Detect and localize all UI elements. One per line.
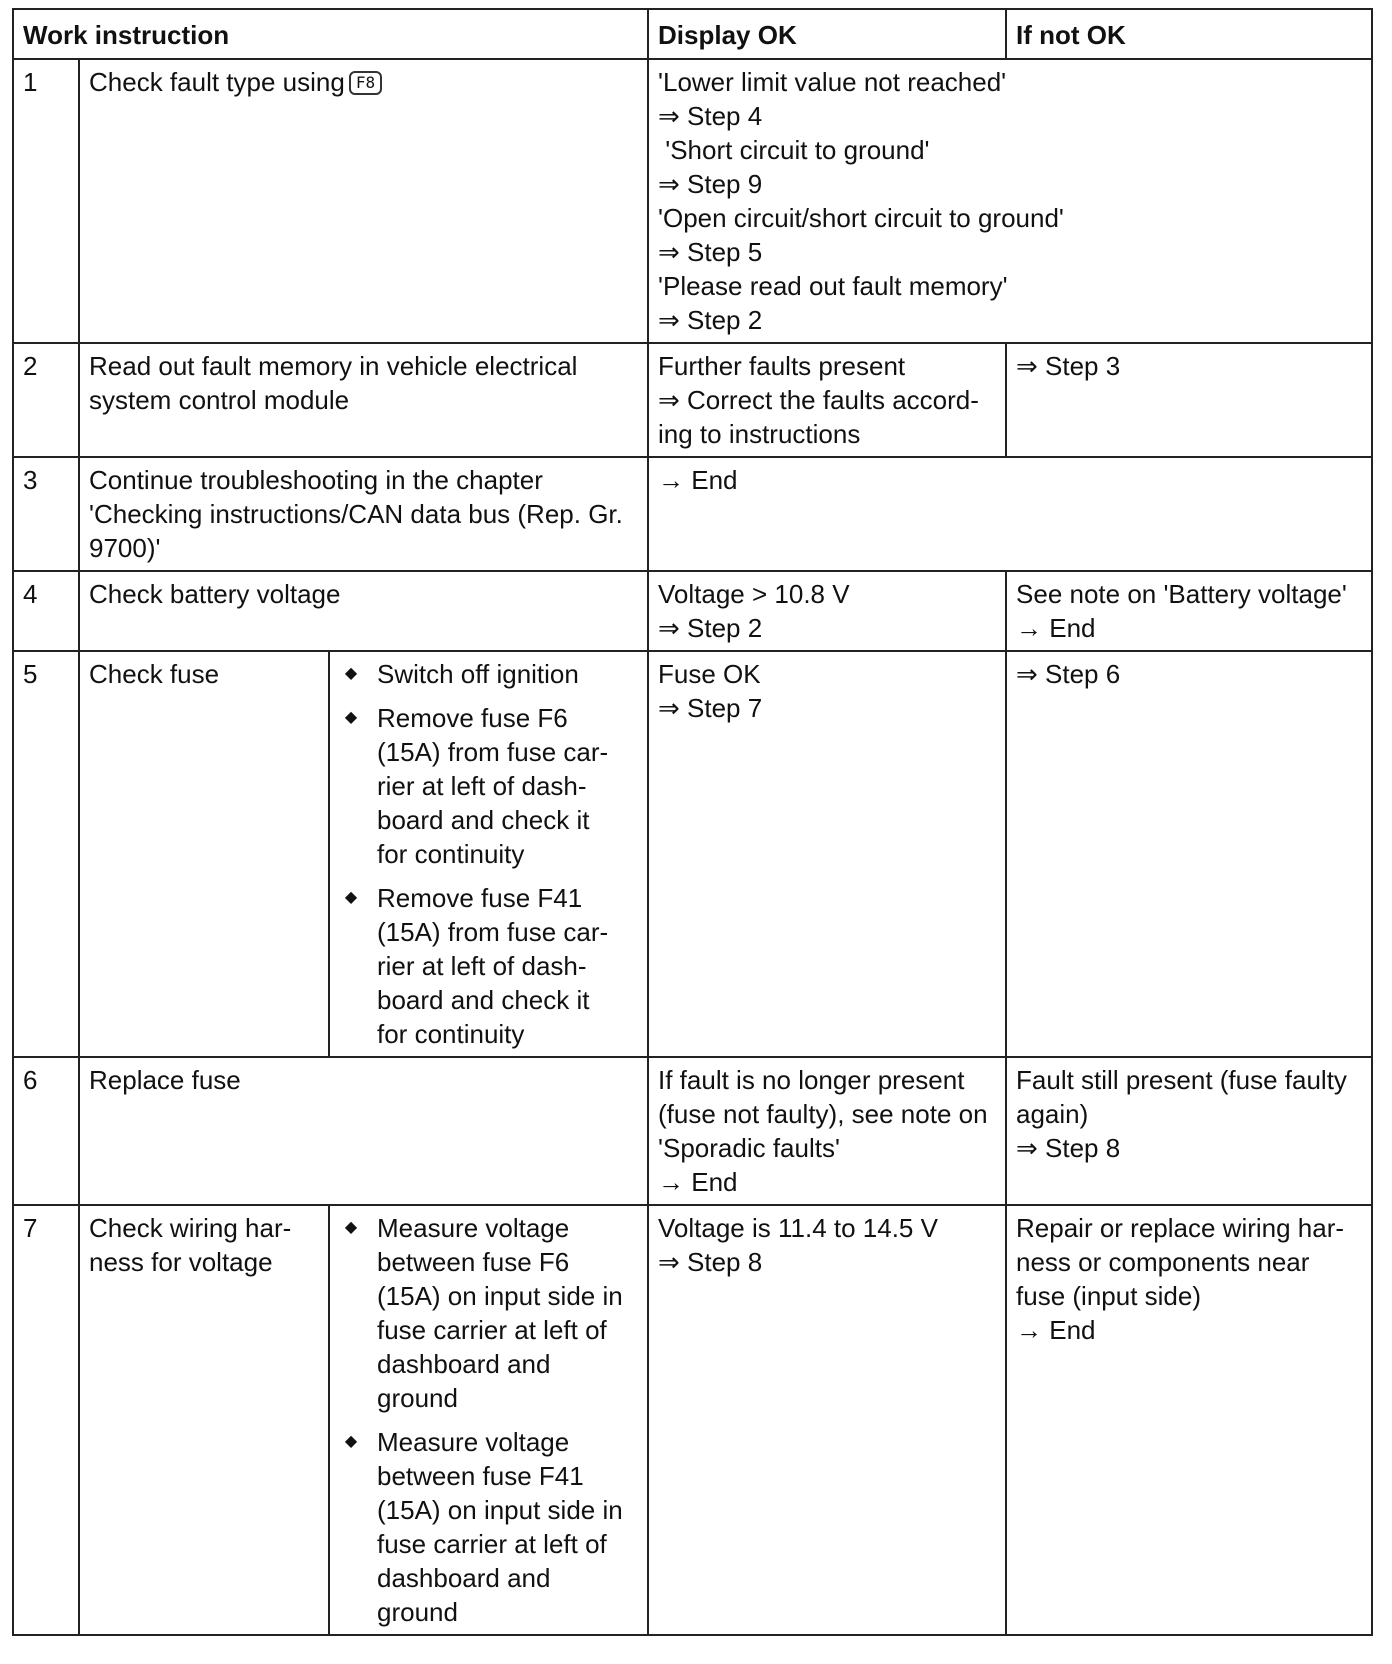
result-line: ⇒ Step 2 xyxy=(658,305,763,335)
header-if-not-ok: If not OK xyxy=(1006,9,1372,59)
result-line: ⇒ Correct the faults accord- xyxy=(658,385,979,415)
header-work-instruction: Work instruction xyxy=(13,9,648,59)
table-row-step-1 xyxy=(13,59,1372,343)
substep-text: Switch off ignition xyxy=(377,659,579,689)
result-line: ⇒ Step 5 xyxy=(658,237,763,267)
result-line: ⇒ Step 6 xyxy=(1016,659,1121,689)
result-line: 'Sporadic faults' xyxy=(658,1133,840,1163)
display-ok-cell xyxy=(648,59,1372,343)
step-number: 5 xyxy=(13,651,79,1057)
result-line: ⇒ Step 8 xyxy=(1016,1133,1121,1163)
display-ok-cell xyxy=(648,1205,1006,1635)
diamond-bullet-icon: ◆ xyxy=(344,889,358,906)
display-ok-cell xyxy=(648,651,1006,1057)
result-line: ness or components near xyxy=(1016,1247,1310,1277)
result-line: ⇒ Step 7 xyxy=(658,693,763,723)
instruction-text: Check wiring har- ness for voltage xyxy=(89,1213,292,1277)
display-ok-cell xyxy=(648,457,1372,571)
substep-text: Remove fuse F6 (15A) from fuse car- rier at left of dash- board and check it for continuity xyxy=(377,703,609,869)
diamond-bullet-icon: ◆ xyxy=(344,709,358,726)
display-ok-cell xyxy=(648,343,1006,457)
result-line: If fault is no longer present xyxy=(658,1065,965,1095)
if-not-ok-cell xyxy=(1006,571,1372,651)
table-row-step-3 xyxy=(13,457,1372,571)
table-row-step-7 xyxy=(13,1205,1372,1635)
result-line: Voltage > 10.8 V xyxy=(658,579,850,609)
table-row-step-6 xyxy=(13,1057,1372,1205)
substep-text: Remove fuse F41 (15A) from fuse car- rier at left of dash- board and check it for continuity xyxy=(377,883,609,1049)
result-line: ⇒ Step 4 xyxy=(658,101,763,131)
table-row-step-5 xyxy=(13,651,1372,1057)
result-line: (fuse not faulty), see note on xyxy=(658,1099,988,1129)
f8-key-icon: F8 xyxy=(349,71,382,95)
step-number: 1 xyxy=(13,59,79,343)
result-line: Further faults present xyxy=(658,351,906,381)
display-ok-cell xyxy=(648,1057,1006,1205)
step-number: 2 xyxy=(13,343,79,457)
substep-item xyxy=(339,701,639,871)
diamond-bullet-icon: ◆ xyxy=(344,1219,358,1236)
instruction-cell xyxy=(79,1205,329,1635)
instruction-cell: Replace fuse xyxy=(79,1057,648,1205)
substep-item xyxy=(339,1425,639,1629)
result-line: 'Open circuit/short circuit to ground' xyxy=(658,203,1064,233)
work-instruction-table xyxy=(12,8,1373,1636)
result-line: Repair or replace wiring har- xyxy=(1016,1213,1345,1243)
diamond-bullet-icon: ◆ xyxy=(344,665,358,682)
instruction-cell xyxy=(79,59,648,343)
header-row xyxy=(13,9,1372,59)
table-row-step-2 xyxy=(13,343,1372,457)
step-number: 7 xyxy=(13,1205,79,1635)
instruction-cell: Check battery voltage xyxy=(79,571,648,651)
result-line: again) xyxy=(1016,1099,1089,1129)
substeps-cell xyxy=(329,651,648,1057)
result-line: → End xyxy=(1016,613,1096,643)
substep-text: Measure voltage between fuse F6 (15A) on input side in fuse carrier at left of dashboard and ground xyxy=(377,1213,623,1413)
substeps-cell xyxy=(329,1205,648,1635)
diamond-bullet-icon: ◆ xyxy=(344,1433,358,1450)
if-not-ok-cell xyxy=(1006,1057,1372,1205)
result-line: ⇒ Step 8 xyxy=(658,1247,763,1277)
display-ok-cell xyxy=(648,571,1006,651)
instruction-text: Check fault type using xyxy=(89,67,345,97)
table-row-step-4 xyxy=(13,571,1372,651)
substep-text: Measure voltage between fuse F41 (15A) on input side in fuse carrier at left of dashboard and ground xyxy=(377,1427,623,1627)
substep-item xyxy=(339,657,639,691)
instruction-cell: Check fuse xyxy=(79,651,329,1057)
document-page xyxy=(12,8,1371,1636)
step-number: 6 xyxy=(13,1057,79,1205)
substep-item xyxy=(339,1211,639,1415)
substep-list xyxy=(339,657,639,1051)
if-not-ok-cell xyxy=(1006,1205,1372,1635)
instruction-cell: Continue troubleshooting in the chapter 'Checking instructions/CAN data bus (Rep. Gr. 9700)' xyxy=(79,457,648,571)
result-line: 'Short circuit to ground' xyxy=(658,135,930,165)
step-number: 4 xyxy=(13,571,79,651)
result-line: → End xyxy=(1016,1315,1096,1345)
result-line: Fuse OK xyxy=(658,659,761,689)
result-line: → End xyxy=(658,465,738,495)
result-line: ⇒ Step 9 xyxy=(658,169,763,199)
if-not-ok-cell xyxy=(1006,343,1372,457)
step-number: 3 xyxy=(13,457,79,571)
result-line: 'Lower limit value not reached' xyxy=(658,67,1007,97)
result-line: ⇒ Step 2 xyxy=(658,613,763,643)
header-display-ok: Display OK xyxy=(648,9,1006,59)
result-line: Voltage is 11.4 to 14.5 V xyxy=(658,1213,938,1243)
result-line: fuse (input side) xyxy=(1016,1281,1201,1311)
if-not-ok-cell xyxy=(1006,651,1372,1057)
result-line: ⇒ Step 3 xyxy=(1016,351,1121,381)
result-line: ing to instructions xyxy=(658,419,861,449)
result-line: Fault still present (fuse faulty xyxy=(1016,1065,1347,1095)
result-line: 'Please read out fault memory' xyxy=(658,271,1008,301)
result-line: → End xyxy=(658,1167,738,1197)
substep-list xyxy=(339,1211,639,1629)
result-line: See note on 'Battery voltage' xyxy=(1016,579,1347,609)
instruction-cell: Read out fault memory in vehicle electrical system control module xyxy=(79,343,648,457)
substep-item xyxy=(339,881,639,1051)
